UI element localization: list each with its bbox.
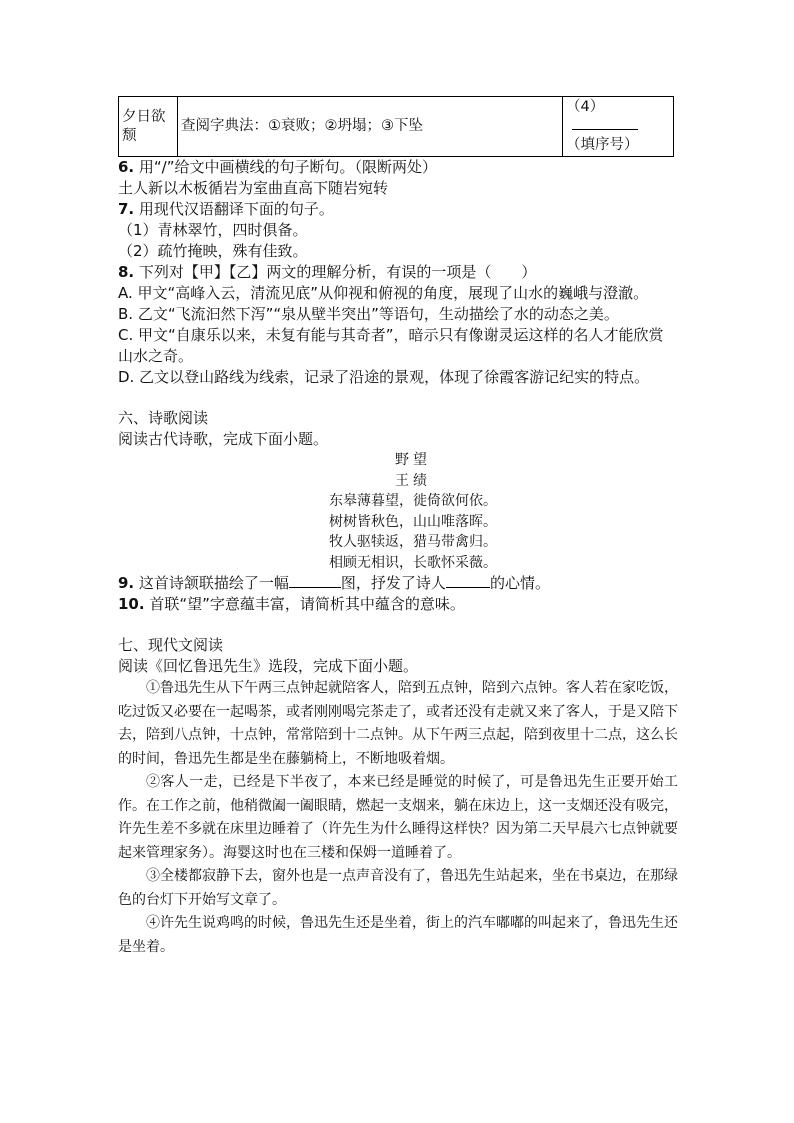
question-text: 的心情。 [489, 574, 550, 592]
poem-author: 王绩 [395, 472, 431, 489]
poem-line: 东皋薄暮望，徙倚欲何依。 [329, 493, 497, 509]
section-intro-modern-prose: 阅读《回忆鲁迅先生》选段，完成下面小题。 [118, 657, 419, 675]
table-row [119, 97, 674, 157]
paragraph: ①鲁迅先生从下午两三点钟起就陪客人，陪到五点钟，陪到六点钟。客人若在家吃饭，吃过饭又必要在一起喝茶，或者刚刚喝完茶走了，或者还没有走就又来了客人，于是又陪下去，陪到八点钟，十点钟，常常陪到十二点钟。从下午两三点起，陪到夜里十二点，这么长的时间，鲁迅先生都是坐在藤躺椅上，不断地吸着烟。 [118, 680, 678, 767]
paragraph: ③全楼都寂静下去，窗外也是一点声音没有了，鲁迅先生站起来，坐在书桌边，在那绿色的台灯下开始写文章了。 [118, 868, 678, 908]
question-text: 用“/”给文中画横线的句子断句。（限断两处） [134, 158, 438, 176]
document-page [118, 96, 678, 959]
paragraph: ④许先生说鸡鸣的时候，鲁迅先生还是坐着，街上的汽车嘟嘟的叫起来了，鲁迅先生还是坐着。 [118, 915, 678, 955]
question-10 [118, 594, 678, 615]
option-a: A. 甲文“高峰入云，清流见底”从仰视和俯视的角度，展现了山水的巍峨与澄澈。 [118, 284, 649, 302]
table-cell-method: 查阅字典法：①衰败；②坍塌；③下坠 [178, 97, 563, 157]
table-cell-word: 夕日欲颓 [119, 97, 178, 157]
option-b: B. 乙文“飞流汩然下泻”“泉从壁半突出”等语句，生动描绘了水的动态之美。 [118, 305, 619, 323]
question-7-item-2: （2）疏竹掩映，殊有佳致。 [118, 242, 308, 260]
answer-blank[interactable] [572, 117, 638, 130]
answer-blank[interactable] [289, 573, 341, 588]
section-heading-poetry: 六、诗歌阅读 [118, 409, 209, 427]
answer-blank[interactable] [446, 573, 490, 588]
option-d: D. 乙文以登山路线为线索，记录了沿途的景观，体现了徐霞客游记纪实的特点。 [118, 368, 650, 386]
question-text: 图，抒发了诗人 [340, 574, 446, 592]
answer-note: （填序号） [566, 137, 639, 153]
question-6-sentence: 土人新以木板循岩为室曲直高下随岩宛转 [118, 179, 389, 197]
poem-title: 野望 [395, 452, 431, 468]
prose-excerpt [118, 677, 678, 959]
question-number: 9. [118, 574, 135, 592]
question-7 [118, 199, 678, 220]
poem-line: 牧人驱犊返，猎马带禽归。 [329, 534, 497, 550]
question-text: 这首诗颔联描绘了一幅 [134, 574, 289, 592]
poem [148, 450, 678, 573]
question-8 [118, 262, 678, 283]
question-number: 7. [118, 200, 135, 218]
paragraph: ②客人一走，已经是下半夜了，本来已经是睡觉的时候了，可是鲁迅先生正要开始工作。在工作之前，他稍微阖一阖眼睛，燃起一支烟来，躺在床边上，这一支烟还没有吸完，许先生差不多就在床里边睡着了（许先生为什么睡得这样快？因为第二天早晨六七点钟就要起来管理家务）。海婴这时也在三楼和保姆一道睡着了。 [118, 774, 678, 861]
option-c: C. 甲文“自康乐以来，未复有能与其奇者”，暗示只有像谢灵运这样的名人才能欣赏山水之奇。 [118, 326, 664, 365]
question-number: 8. [118, 263, 135, 281]
question-number: 10. [118, 595, 145, 613]
question-6 [118, 157, 678, 178]
section-intro-poetry: 阅读古代诗歌，完成下面小题。 [118, 430, 329, 448]
word-meaning-table [118, 96, 674, 157]
question-text: 下列对【甲】【乙】两文的理解分析，有误的一项是（ ） [134, 263, 537, 281]
question-7-item-1: （1）青林翠竹，四时俱备。 [118, 221, 308, 239]
question-number: 6. [118, 158, 135, 176]
table-cell-answer [563, 97, 674, 157]
section-heading-modern-prose: 七、现代文阅读 [118, 636, 224, 654]
question-text: 首联“望”字意蕴丰富，请简析其中蕴含的意味。 [144, 595, 465, 613]
poem-line: 相顾无相识，长歌怀采薇。 [329, 554, 497, 571]
poem-line: 树树皆秋色，山山唯落晖。 [329, 513, 497, 530]
answer-prefix: （4） [566, 99, 605, 115]
question-text: 用现代汉语翻译下面的句子。 [134, 200, 334, 218]
question-9 [118, 573, 678, 594]
